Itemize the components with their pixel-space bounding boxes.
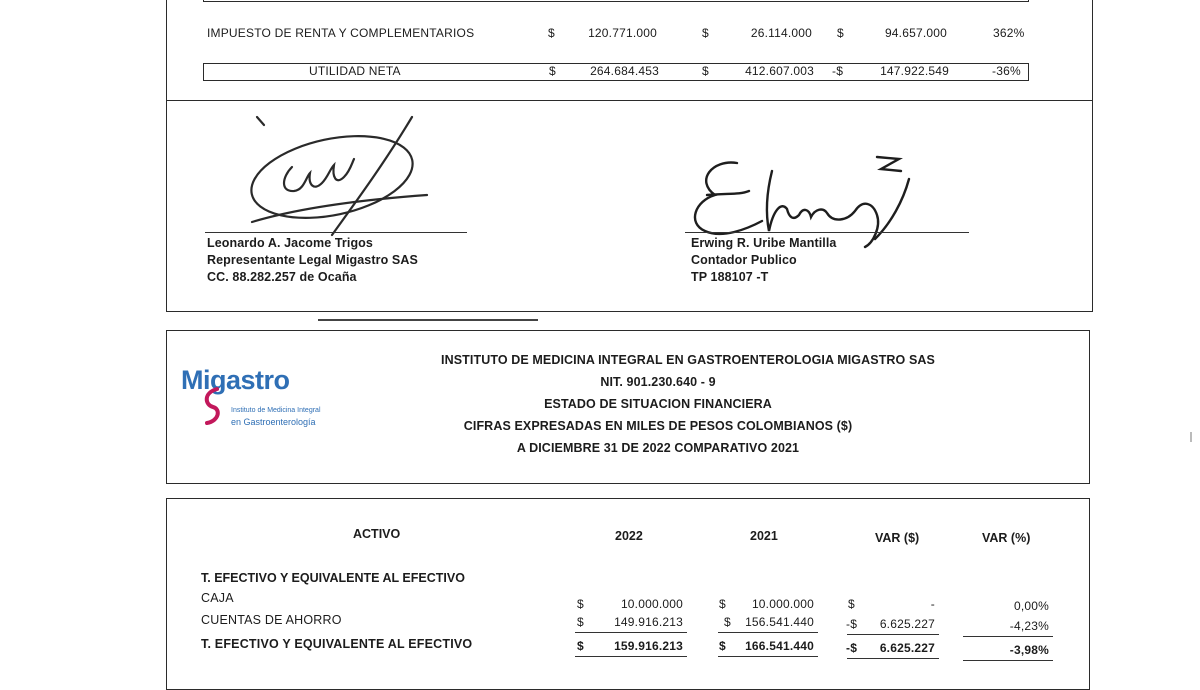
- tax-row-label: IMPUESTO DE RENTA Y COMPLEMENTARIOS: [207, 26, 475, 40]
- tax-row-cur2: $: [702, 26, 709, 40]
- tax-row-var: 94.657.000: [884, 26, 947, 40]
- signatory-left-name: Leonardo A. Jacome Trigos: [207, 236, 373, 250]
- total-underline-pct: [963, 660, 1053, 661]
- logo-subtitle-1: Instituto de Medicina Integral: [231, 407, 321, 414]
- signatory-left-id: CC. 88.282.257 de Ocaña: [207, 270, 357, 284]
- col-header-2021: 2021: [750, 529, 778, 543]
- row-cur3: $: [848, 597, 855, 611]
- tax-row-cur1: $: [548, 26, 555, 40]
- report-title: ESTADO DE SITUACION FINANCIERA: [544, 397, 772, 411]
- total-var-pct: -3,98%: [1009, 643, 1049, 657]
- divider-line: [318, 319, 538, 321]
- net-row-label: UTILIDAD NETA: [309, 64, 401, 78]
- net-row-var: 147.922.549: [880, 64, 949, 78]
- subtotal-underline-2021: [718, 632, 818, 633]
- signature-left-line: [205, 232, 467, 233]
- total-2022: 159.916.213: [614, 639, 683, 653]
- signatory-right-role: Contador Publico: [691, 253, 797, 267]
- row-cur2: $: [724, 615, 731, 629]
- row-cur3: -$: [846, 617, 858, 631]
- total-underline-var: [847, 658, 939, 659]
- logo-wordmark: Migastro: [181, 365, 290, 395]
- signatures-section: [166, 100, 1093, 312]
- row-label: CUENTAS DE AHORRO: [201, 613, 342, 627]
- row-var-abs: 6.625.227: [879, 617, 935, 631]
- row-cur1: $: [577, 597, 584, 611]
- net-row-2021: 412.607.003: [745, 64, 814, 78]
- col-header-var-abs: VAR ($): [875, 531, 920, 545]
- total-var-abs: 6.625.227: [879, 641, 935, 655]
- col-header-activo: ACTIVO: [353, 527, 401, 541]
- company-nit: NIT. 901.230.640 - 9: [600, 375, 716, 389]
- net-income-row: [203, 63, 1029, 81]
- tax-row-2021: 26.114.000: [750, 26, 812, 40]
- tax-row-cur3: $: [837, 26, 844, 40]
- row-cur2: $: [719, 597, 726, 611]
- tax-row-pct: 362%: [993, 26, 1025, 40]
- tax-row-2022: 120.771.000: [588, 26, 657, 40]
- report-date: A DICIEMBRE 31 DE 2022 COMPARATIVO 2021: [516, 441, 800, 455]
- total-cur1: $: [577, 639, 584, 653]
- partial-framed-row: [203, 0, 1029, 2]
- net-row-cur1: $: [549, 64, 556, 78]
- row-2021: 156.541.440: [745, 615, 814, 629]
- report-units: CIFRAS EXPRESADAS EN MILES DE PESOS COLOMBIANOS ($): [463, 419, 853, 433]
- total-cur3: -$: [846, 641, 858, 655]
- total-label: T. EFECTIVO Y EQUIVALENTE AL EFECTIVO: [201, 637, 473, 651]
- signatory-left-role: Representante Legal Migastro SAS: [207, 253, 418, 267]
- subtotal-underline-pct: [963, 636, 1053, 637]
- net-row-cur3: -$: [832, 64, 844, 78]
- net-row-pct: -36%: [992, 64, 1021, 78]
- col-header-2022: 2022: [615, 529, 643, 543]
- total-2021: 166.541.440: [745, 639, 814, 653]
- row-var-pct: 0,00%: [1013, 599, 1049, 613]
- subtotal-underline-var: [847, 634, 939, 635]
- signature-left-scribble: [222, 107, 442, 237]
- signatory-right-id: TP 188107 -T: [691, 270, 769, 284]
- total-underline-2021: [718, 656, 818, 657]
- balance-table: [166, 498, 1090, 690]
- net-row-2022: 264.684.453: [590, 64, 659, 78]
- scan-artifact: [1190, 432, 1192, 442]
- row-2022: 149.916.213: [614, 615, 683, 629]
- net-row-cur2: $: [702, 64, 709, 78]
- row-label: CAJA: [201, 591, 234, 605]
- signature-right-block: [691, 235, 836, 286]
- signatory-right-name: Erwing R. Uribe Mantilla: [691, 236, 837, 250]
- report-header: [166, 330, 1090, 484]
- row-cur1: $: [577, 615, 584, 629]
- col-header-var-pct: VAR (%): [982, 531, 1031, 545]
- total-underline-2022: [575, 656, 687, 657]
- signature-left-block: [207, 235, 418, 286]
- income-statement-section: [166, 0, 1093, 101]
- company-name: INSTITUTO DE MEDICINA INTEGRAL EN GASTROENTEROLOGIA MIGASTRO SAS: [441, 353, 935, 367]
- row-2022: 10.000.000: [620, 597, 683, 611]
- row-2021: 10.000.000: [751, 597, 814, 611]
- row-var-abs: -: [930, 597, 935, 611]
- total-cur2: $: [719, 639, 726, 653]
- logo-subtitle-2: en Gastroenterología: [231, 417, 316, 427]
- row-var-pct: -4,23%: [1009, 619, 1049, 633]
- subtotal-underline-2022: [575, 632, 687, 633]
- section-title: T. EFECTIVO Y EQUIVALENTE AL EFECTIVO: [201, 571, 465, 585]
- signature-right-line: [685, 232, 969, 233]
